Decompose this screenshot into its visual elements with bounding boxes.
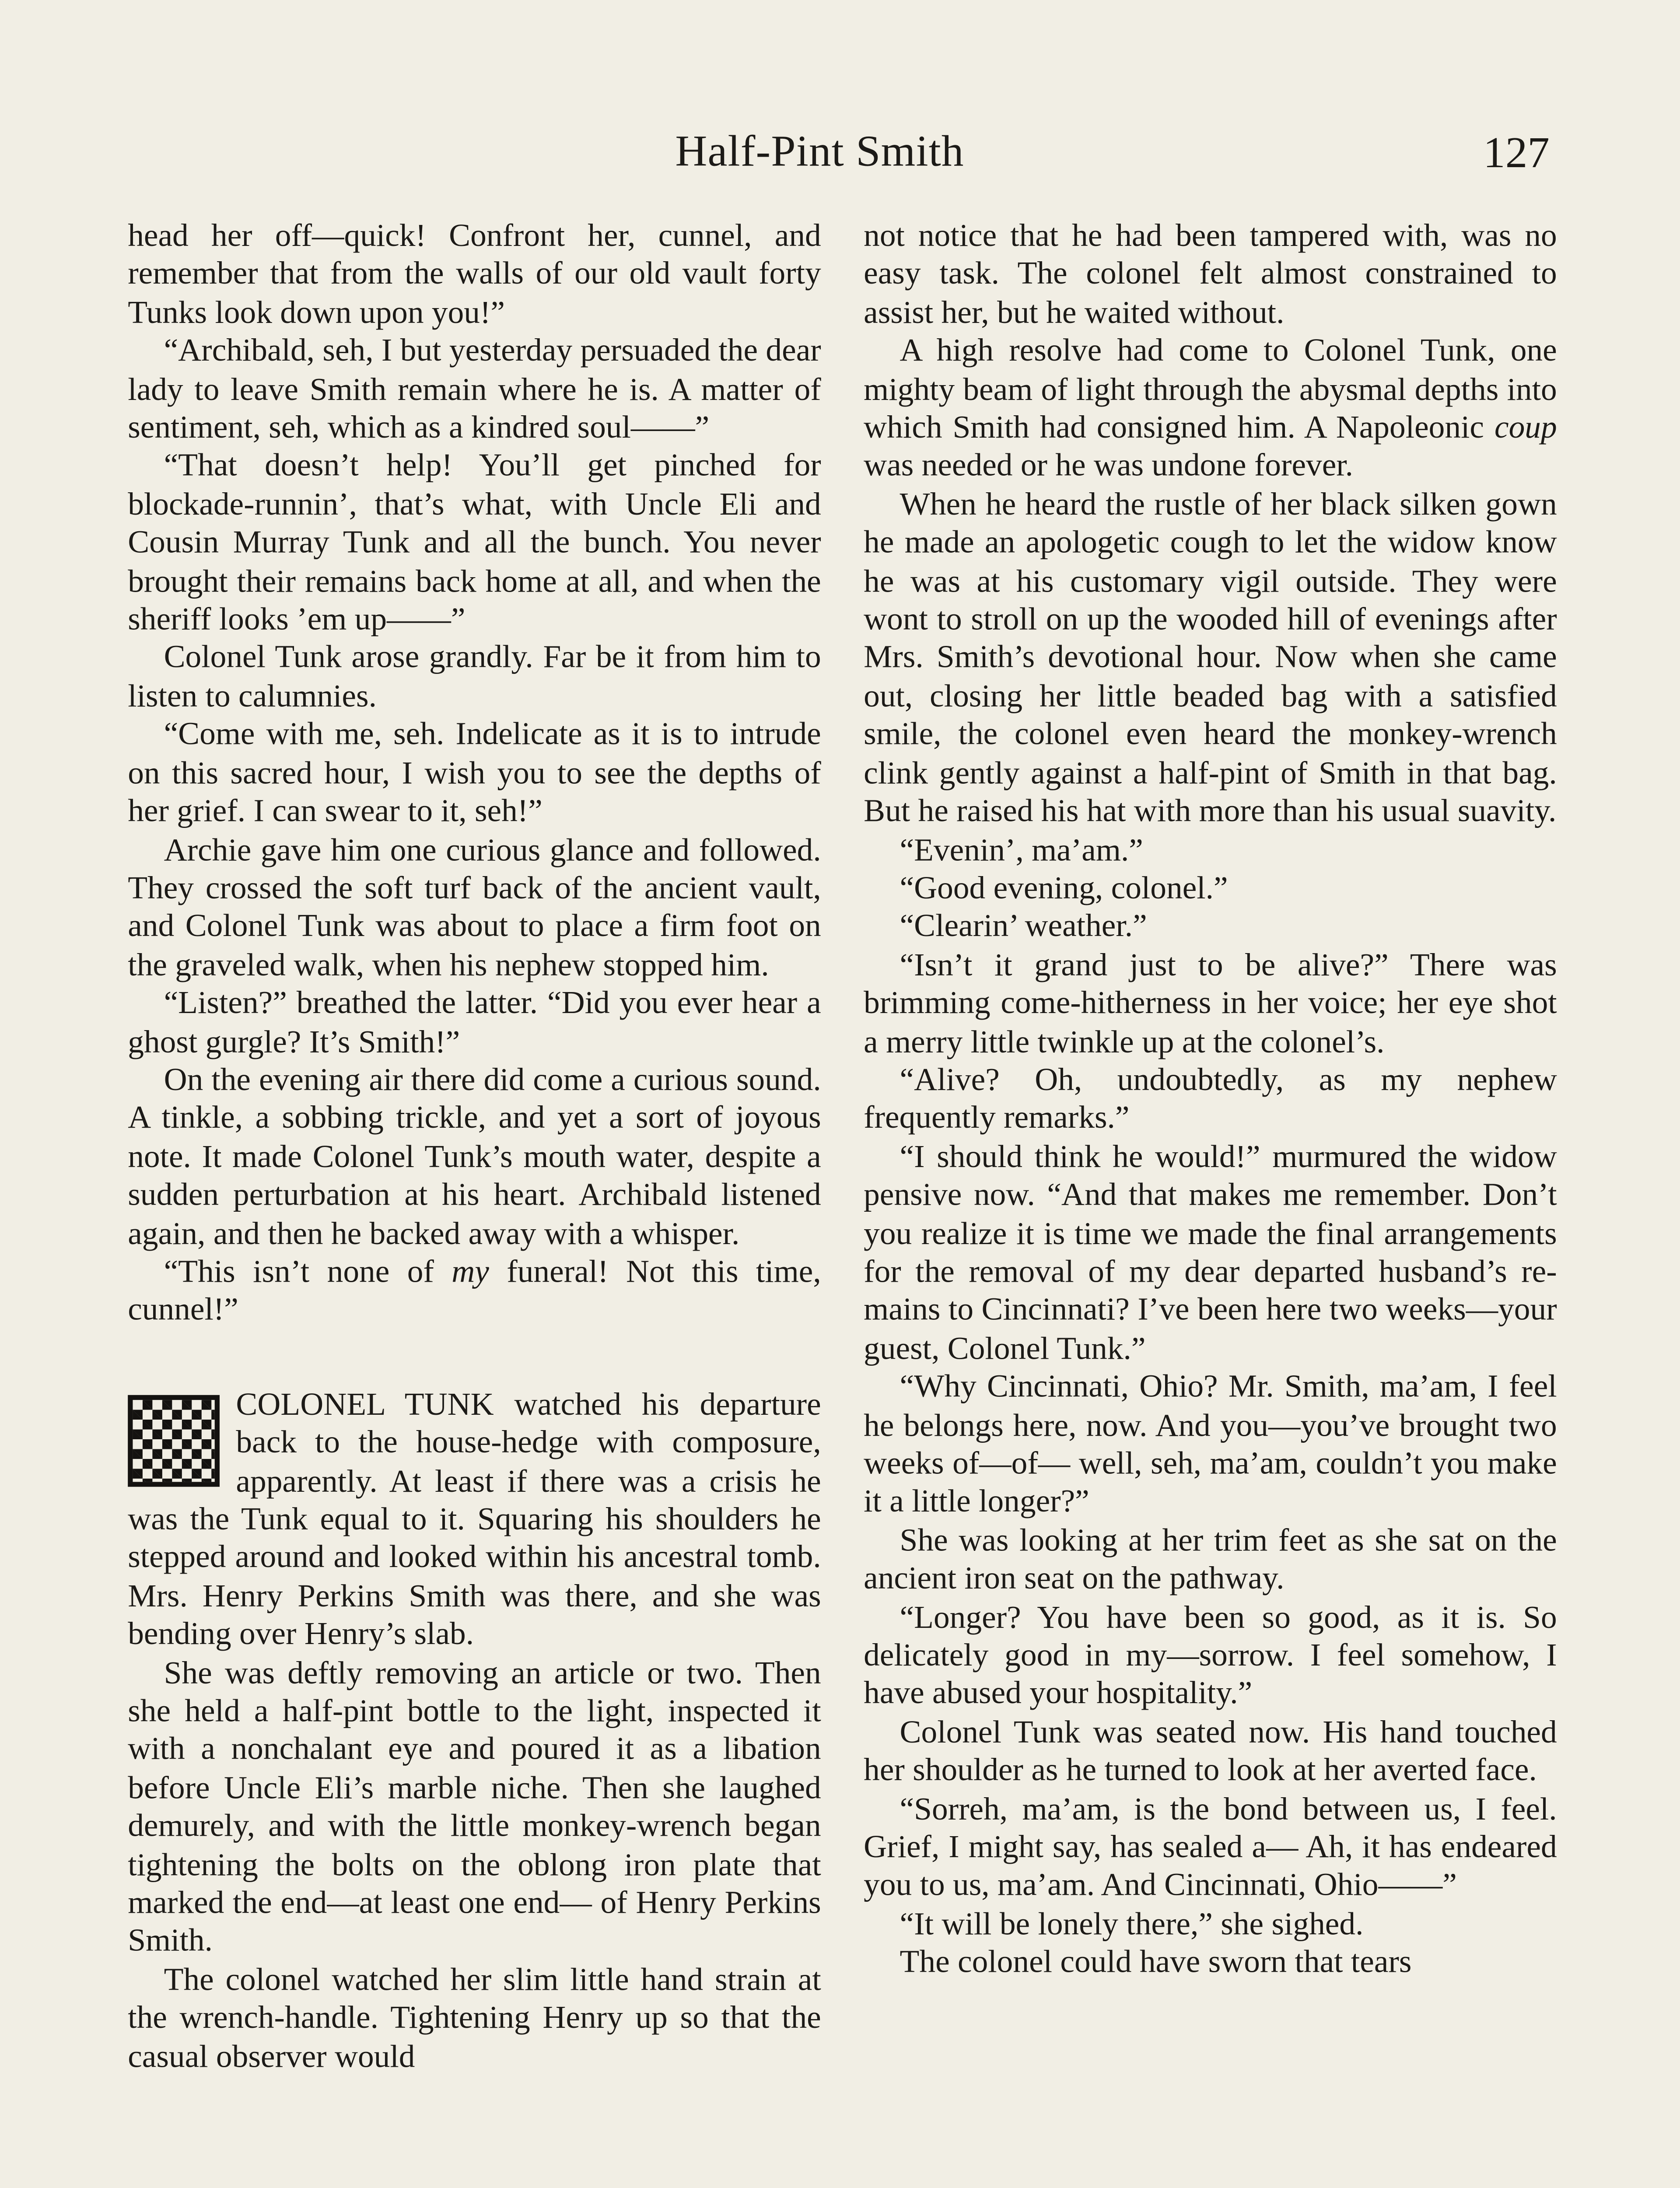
paragraph: On the evening air there did come a curious sound. A tinkle, a sobbing trickle, and yet a sort of joyous note. It made Colonel Tunk’s mouth water, despite a sudden perturbation at his heart. Archibald listened again, and then he backed away with a whisper. (128, 1063, 821, 1252)
text-run: COLONEL TUNK watched his departure back to the house-hedge with composure, apparently. At least if there was a crisis he was the Tunk equal to it. Squaring his shoulders he stepped around and looked within his ancestral tomb. Mrs. Henry Perkins Smith was there, and she was bending over Henry’s slab. (128, 1388, 821, 1653)
paragraph: “Why Cincinnati, Ohio? Mr. Smith, ma’am, I feel he belongs here, now. And you—you’ve brought two weeks of—of— well, seh, ma’am, couldn’t you make it a little longer?” (864, 1371, 1557, 1521)
paragraph: “Isn’t it grand just to be alive?” There was brimming come-hitherness in her voice; her eye shot a merry little twinkle up at the colonel’s. (864, 948, 1557, 1060)
paragraph: “Clearin’ weather.” (900, 910, 1147, 945)
section-opening-paragraph (128, 1386, 821, 1655)
text-run: was needed or he was undone forever. (864, 450, 1354, 484)
section-break (128, 1331, 821, 1386)
paragraph: “I should think he would!” murmured the widow pensive now. “And that makes me remember. Don’t you realize it is time we made the final arrangements for the removal of my dear departed husband’s remains to Cincinnati? I’ve been here two weeks—your guest, Colonel Tunk.” (864, 1140, 1557, 1367)
paragraph: “Longer? You have been so good, as it is. So delicately good in my—sorrow. I feel somehow, I have abused your hospitality.” (864, 1601, 1557, 1712)
paragraph: “It will be lonely there,” she sighed. (900, 1907, 1364, 1943)
text-run: funeral! Not this time, cunnel!” (128, 1255, 821, 1329)
paragraph: “Alive? Oh, undoubtedly, as my nephew frequently remarks.” (864, 1063, 1557, 1137)
paragraph: “Evenin’, ma’am.” (900, 833, 1143, 868)
ornamental-dropcap-icon (128, 1395, 220, 1487)
paragraph (864, 333, 1557, 487)
right-column (864, 218, 1557, 1983)
emphasis: coup (1494, 411, 1557, 446)
paragraph: The colonel watched her slim little hand strain at the wrench-handle. Tightening Henry up so that the casual observer would (128, 1964, 821, 2075)
paragraph (128, 1254, 821, 1331)
paragraph: “Archibald, seh, I but yesterday persuaded the dear lady to leave Smith remain where he is. A matter of sentiment, seh, which as a kindred soul——” (128, 335, 821, 446)
emphasis: my (452, 1255, 489, 1290)
paragraph: The colonel could have sworn that tears (900, 1946, 1412, 1981)
paragraph: She was looking at her trim feet as she sat on the ancient iron seat on the pathway. (864, 1524, 1557, 1597)
text-run: A high resolve had come to Colonel Tunk, one mighty beam of light through the abysmal depths into which Smith had consigned him. A Napoleonic (864, 335, 1557, 446)
paragraph: “Come with me, seh. Indelicate as it is to intrude on this sacred hour, I wish you to see the depths of her grief. I can swear to it, seh!” (128, 718, 821, 830)
paragraph: Colonel Tunk was seated now. His hand touched her shoulder as he turned to look at her averted face. (864, 1716, 1557, 1789)
paragraph: not notice that he had been tampered with, was no easy task. The colonel felt almost constrained to assist her, but he waited without. (864, 219, 1557, 331)
left-column (128, 218, 821, 2077)
text-run: “This isn’t none of (164, 1255, 452, 1290)
paragraph: “That doesn’t help! You’ll get pinched for blockade-runnin’, that’s what, with Uncle Eli and Cousin Murray Tunk and all the bunch. You never brought their remains back home at all, and when the sheriff looks ’em up——” (128, 450, 821, 638)
paragraph: Archie gave him one curious glance and followed. They crossed the soft turf back of the ancient vault, and Colonel Tunk was about to place a firm foot on the graveled walk, when his nephew stopped him. (128, 833, 821, 983)
paragraph: “Listen?” breathed the latter. “Did you ever hear a ghost gurgle? It’s Smith!” (128, 987, 821, 1060)
paragraph: When he heard the rustle of her black silken gown he made an apologetic cough to let the widow know he was at his customary vigil outside. They were wont to stroll on up the wooded hill of evenings after Mrs. Smith’s devotional hour. Now when she came out, closing her little beaded bag with a satisfied smile, the colonel even heard the monkey-wrench clink gently against a half-pint of Smith in that bag. But he raised his hat with more than his usual suavity. (864, 488, 1557, 830)
paragraph: She was deftly removing an article or two. Then she held a half-pint bottle to the light, inspected it with a nonchalant eye and poured it as a libation before Uncle Eli’s marble niche. Then she laughed demurely, and with the little monkey-wrench began tightening the bolts on the oblong iron plate that marked the end—at least one end— of Henry Perkins Smith. (128, 1656, 821, 1960)
paragraph: Colonel Tunk arose grandly. Far be it from him to listen to calumnies. (128, 642, 821, 715)
page-number: 127 (1483, 128, 1550, 177)
paragraph: head her off—quick! Confront her, cunnel, and remember that from the walls of our old vault forty Tunks look down upon you!” (128, 219, 821, 331)
paragraph: “Sorreh, ma’am, is the bond between us, I feel. Grief, I might say, has sealed a— Ah, it has endeared you to us, ma’am. And Cincinnati, Ohio——” (864, 1792, 1557, 1904)
paragraph: “Good evening, colonel.” (900, 872, 1228, 907)
running-title: Half-Pint Smith (675, 126, 964, 175)
